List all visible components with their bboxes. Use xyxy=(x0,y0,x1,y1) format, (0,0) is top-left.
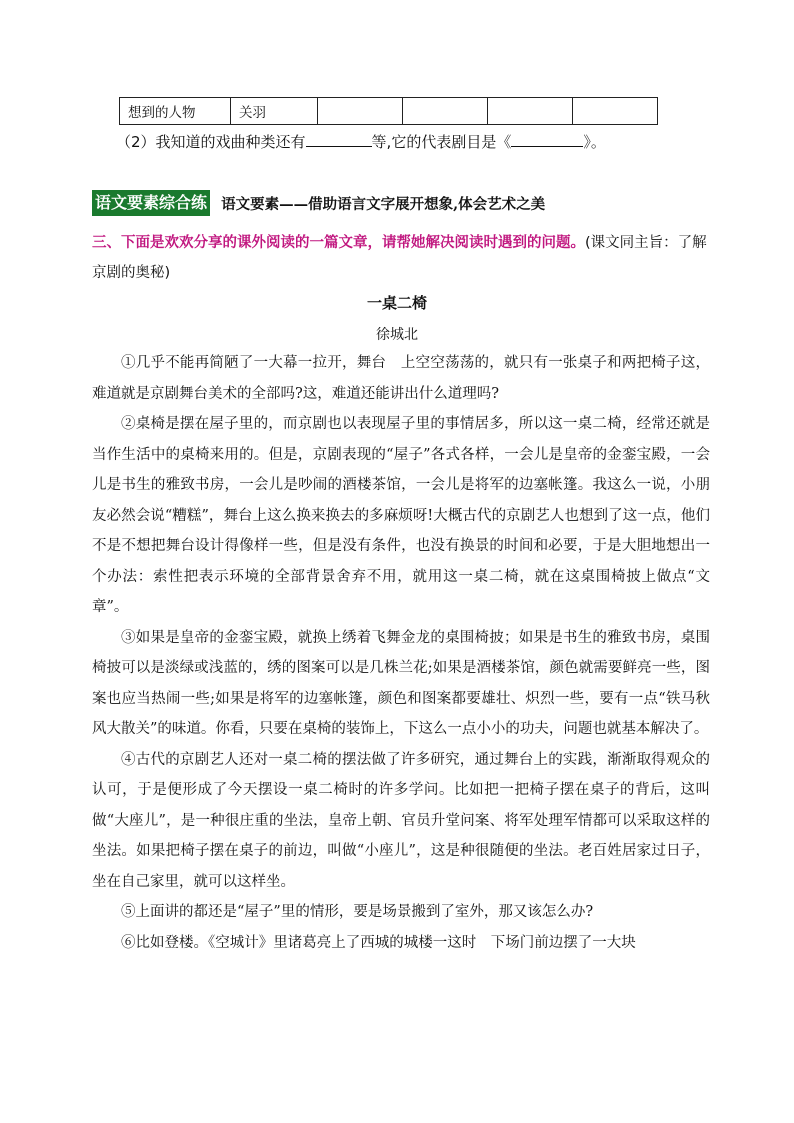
answer-blank-play-title[interactable] xyxy=(511,146,583,147)
article-paragraph: ⑥比如登楼。《空城计》里诸葛亮上了西城的城楼一这时 下场门前边摆了一大块 xyxy=(121,934,636,951)
table-cell-empty[interactable] xyxy=(403,98,488,125)
article-paragraph: ④古代的京剧艺人还对一桌二椅的摆法做了许多研究，通过舞台上的实践，渐渐取得观众的认可，于是便形成了今天摆设一桌二椅时的许多学问。比如把一把椅子摆在桌子的背后，这叫做“大座儿”，是一种很庄重的坐法，皇帝上朝、官员升堂问案、将军处理军情都可以采取这样的坐法。如果把椅子摆在桌子的前边，叫做“小座儿”，这是种很随便的坐法。老百姓居家过日子，坐在自己家里，就可以这样坐。 xyxy=(92,751,710,890)
question-3-prompt: 三、下面是欢欢分享的课外阅读的一篇文章，请帮她解决阅读时遇到的问题。 xyxy=(92,235,585,251)
characters-table xyxy=(119,97,658,125)
q2-text-1: （2）我知道的戏曲种类还有 xyxy=(116,133,306,151)
section-header xyxy=(92,190,545,216)
article-paragraph: ③如果是皇帝的金銮宝殿，就换上绣着飞舞金龙的桌围椅披；如果是书生的雅致书房，桌围椅披可以是淡绿或浅蓝的，绣的图案可以是几株兰花;如果是酒楼茶馆，颜色就需要鲜亮一些，图案也应当热闹一些;如果是将军的边塞帐篷，颜色和图案都要雄壮、炽烈一些，要有一点“铁马秋风大散关”的味道。你看，只要在桌椅的装饰上，下这么一点小小的功夫，问题也就基本解决了。 xyxy=(92,629,710,737)
section-badge: 语文要素综合练 xyxy=(92,190,210,216)
question-2 xyxy=(116,131,606,152)
q2-text-3: 》。 xyxy=(583,133,606,151)
table-cell-empty[interactable] xyxy=(573,98,658,125)
table-cell: 想到的人物 xyxy=(120,98,231,125)
table-row xyxy=(120,98,658,125)
article-title: 一桌二椅 xyxy=(366,294,427,312)
section-title: 语文要素——借助语言文字展开想象,体会艺术之美 xyxy=(221,195,546,213)
table-cell-empty[interactable] xyxy=(488,98,573,125)
question-3 xyxy=(92,228,712,288)
article-paragraph: ⑤上面讲的都还是“屋子”里的情形，要是场景搬到了室外，那又该怎么办? xyxy=(121,904,594,920)
article-paragraph: ①几乎不能再简陋了一大幕一拉开，舞台 上空空荡荡的，就只有一张桌子和两把椅子这，难道就是京剧舞台美术的全部吗?这，难道还能讲出什么道理吗? xyxy=(92,355,710,402)
question-3-note: (课文同主旨：了解京剧的奥秘) xyxy=(92,235,707,281)
q2-text-2: 等,它的代表剧目是《 xyxy=(371,133,512,151)
article-paragraph: ②桌椅是摆在屋子里的，而京剧也以表现屋子里的事情居多，所以这一桌二椅，经常还就是当作生活中的桌椅来用的。但是，京剧表现的“屋子”各式各样，一会儿是皇帝的金銮宝殿，一会儿是书生的雅致书房，一会儿是吵闹的酒楼茶馆，一会儿是将军的边塞帐篷。我这么一说，小朋友必然会说“糟糕”，舞台上这么换来换去的多麻烦呀!大概古代的京剧艺人也想到了这一点，他们不是不想把舞台设计得像样一些，但是没有条件，也没有换景的时间和必要，于是大胆地想出一个办法：索性把表示环境的全部背景舍弃不用，就用这一桌二椅，就在这桌围椅披上做点“文章”。 xyxy=(92,416,710,615)
table-cell: 关羽 xyxy=(231,98,318,125)
article-author: 徐城北 xyxy=(376,327,418,343)
answer-blank-opera-type[interactable] xyxy=(306,146,372,147)
table-cell-empty[interactable] xyxy=(318,98,403,125)
article-body xyxy=(92,348,710,958)
